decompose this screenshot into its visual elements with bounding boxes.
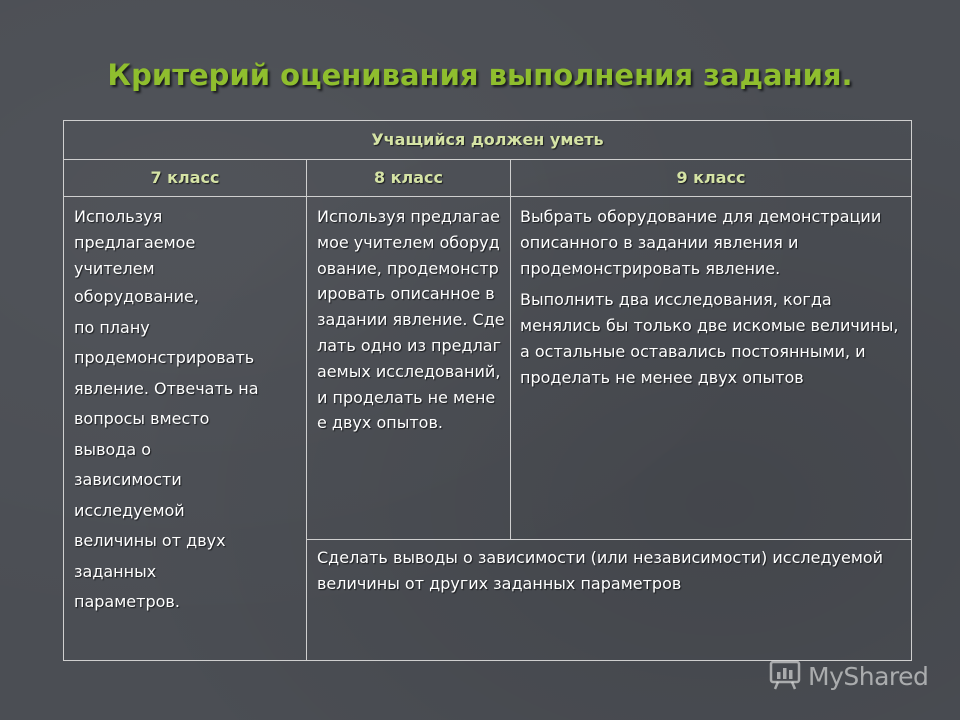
table-row-divider: [306, 539, 911, 540]
text-line: предлагаемое: [74, 233, 196, 252]
table-col-divider: [306, 159, 307, 660]
column-header-8: 8 класс: [373, 168, 444, 187]
table-header: Учащийся должен уметь: [371, 130, 604, 149]
watermark-text: MyShared: [808, 661, 929, 691]
cell-conclusions: Сделать выводы о зависимости (или независимости) исследуемой величины от других заданных параметров: [317, 548, 884, 593]
column-header-9: 9 класс: [676, 168, 746, 187]
text-line: зависимости: [74, 470, 182, 489]
watermark: [768, 658, 928, 694]
paragraph: Выполнить два исследования, когда менялись бы только две искомые величины, а остальные оставались постоянными, и проделать не менее двух опытов: [520, 290, 899, 387]
table-row-divider: [64, 196, 911, 197]
text-line: параметров.: [74, 592, 180, 611]
slide-title: Критерий оценивания выполнения задания.: [107, 58, 853, 92]
text-line: учителем: [74, 259, 155, 278]
text-line: исследуемой: [74, 500, 185, 520]
cell-class-7: [74, 204, 302, 618]
presentation-board-icon: [768, 657, 802, 695]
cell-class-8: Используя предлагаемое учителем оборудование, продемонстрировать описанное в задании явление. Сделать одно из предлагаемых исследований, и проделать не менее двух опытов.: [317, 207, 505, 433]
cell-class-9: [520, 204, 905, 391]
text-line: явление. Отвечать на: [74, 378, 259, 398]
text-line: оборудование,: [74, 287, 199, 306]
text-line: Используя: [74, 207, 163, 226]
table-col-divider: [510, 159, 511, 540]
column-header-7: 7 класс: [150, 168, 220, 187]
text-line: заданных: [74, 561, 157, 581]
text-line: величины от двух: [74, 531, 226, 550]
text-line: продемонстрировать: [74, 348, 255, 367]
criteria-table: [63, 120, 912, 661]
text-line: по плану: [74, 317, 150, 337]
text-line: вывода о: [74, 439, 152, 459]
paragraph: Выбрать оборудование для демонстрации описанного в задании явления и продемонстрировать явление.: [520, 207, 882, 278]
text-line: вопросы вместо: [74, 409, 210, 428]
